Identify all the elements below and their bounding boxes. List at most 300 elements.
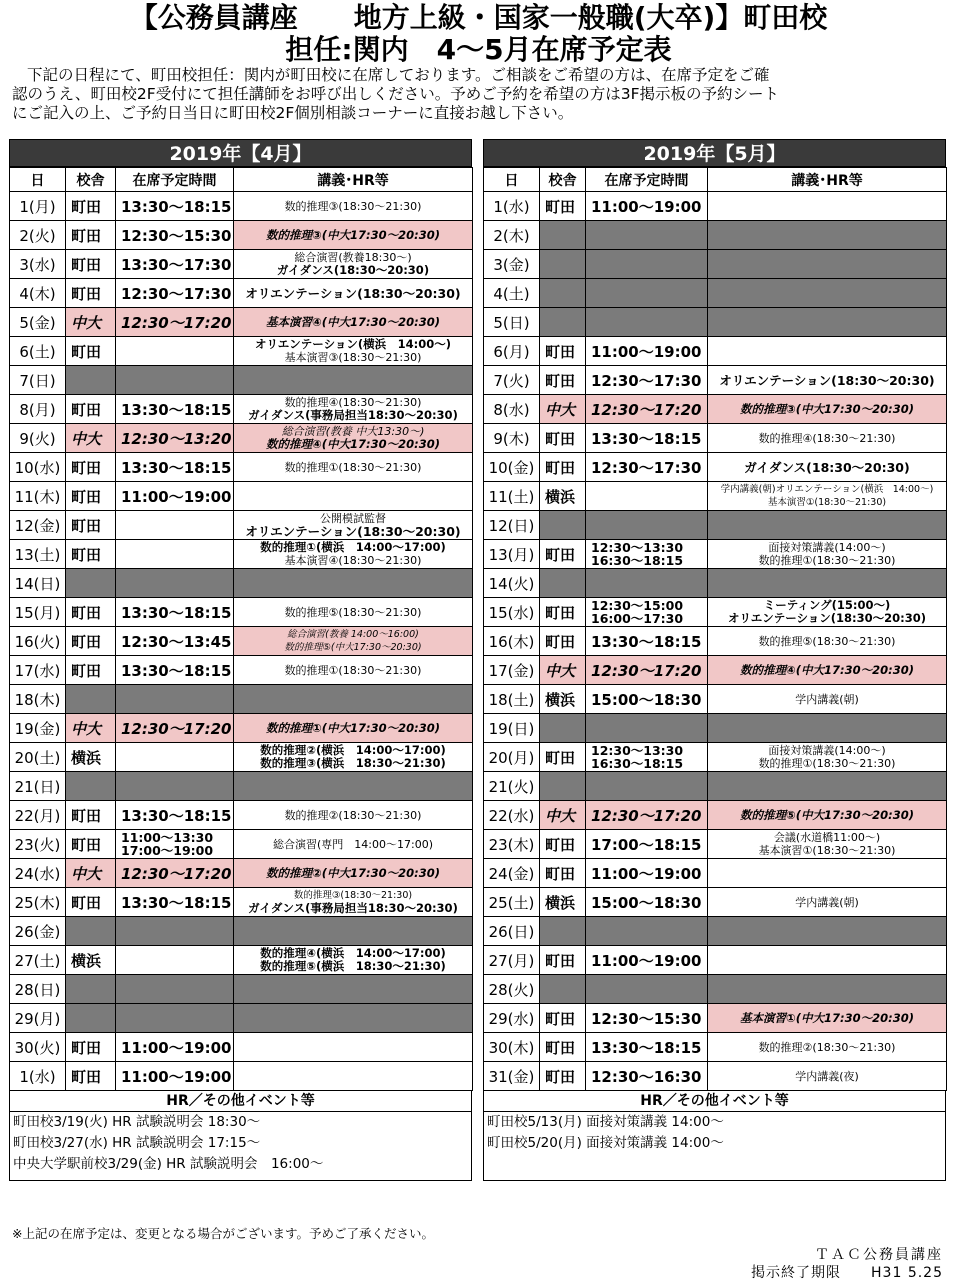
day-cell: 9(火) bbox=[10, 424, 66, 453]
lecture-line: 会議(水道橋11:00～) bbox=[773, 831, 881, 844]
lecture-line: 総合演習(教養 中大13:30～) bbox=[281, 425, 425, 438]
day-cell: 23(木) bbox=[484, 830, 540, 859]
schedule-row bbox=[10, 192, 473, 221]
campus-cell: 町田 bbox=[66, 627, 116, 656]
time-cell bbox=[116, 221, 234, 250]
lecture-line: 面接対策講義(14:00～) bbox=[768, 744, 886, 757]
day-cell: 18(木) bbox=[10, 685, 66, 714]
time-line: 12:30～13:45 bbox=[121, 632, 232, 651]
schedule-row bbox=[484, 801, 947, 830]
time-cell bbox=[116, 917, 234, 946]
lecture-cell bbox=[234, 453, 473, 482]
time-line: 11:00～19:00 bbox=[121, 1067, 232, 1086]
lecture-line: オリエンテーション(18:30～20:30) bbox=[245, 285, 461, 301]
time-cell bbox=[116, 598, 234, 627]
lecture-cell bbox=[234, 424, 473, 453]
day-cell: 21(日) bbox=[10, 772, 66, 801]
lecture-line: 学内講義(朝) bbox=[795, 895, 859, 909]
lecture-line: ガイダンス(18:30～20:30) bbox=[744, 459, 910, 475]
campus-cell bbox=[66, 975, 116, 1004]
day-cell: 29(水) bbox=[484, 1004, 540, 1033]
lecture-line: オリエンテーション(18:30～20:30) bbox=[245, 524, 461, 539]
lecture-cell bbox=[234, 888, 473, 917]
time-cell bbox=[116, 946, 234, 975]
time-cell bbox=[116, 395, 234, 424]
schedule-row bbox=[484, 714, 947, 743]
lecture-line: 面接対策講義(14:00～) bbox=[768, 541, 886, 554]
schedule-row bbox=[484, 627, 947, 656]
lecture-line: 数的推理②(横浜 14:00～17:00) bbox=[260, 743, 446, 757]
time-cell bbox=[116, 801, 234, 830]
time-line: 12:30～17:20 bbox=[591, 806, 702, 825]
april-month-header: 2019年【4月】 bbox=[9, 139, 472, 167]
schedule-row bbox=[484, 279, 947, 308]
lecture-cell bbox=[708, 656, 947, 685]
time-cell bbox=[116, 656, 234, 685]
schedule-row bbox=[10, 540, 473, 569]
day-cell: 22(月) bbox=[10, 801, 66, 830]
schedule-row bbox=[484, 250, 947, 279]
day-cell: 30(木) bbox=[484, 1033, 540, 1062]
schedule-row bbox=[10, 743, 473, 772]
col-header-day: 日 bbox=[484, 168, 540, 192]
lecture-line: 数的推理④(18:30～21:30) bbox=[284, 396, 422, 409]
campus-cell: 町田 bbox=[66, 250, 116, 279]
schedule-row bbox=[484, 598, 947, 627]
lecture-line: 学内講義(朝) bbox=[795, 692, 859, 706]
day-cell: 1(水) bbox=[10, 1062, 66, 1091]
time-cell bbox=[586, 1062, 708, 1091]
lecture-line: 基本演習①(18:30～21:30) bbox=[758, 844, 896, 857]
campus-cell bbox=[66, 917, 116, 946]
lecture-cell bbox=[708, 569, 947, 598]
time-line: 13:30～18:15 bbox=[591, 429, 702, 448]
lecture-cell bbox=[234, 511, 473, 540]
time-cell bbox=[586, 511, 708, 540]
campus-cell bbox=[66, 772, 116, 801]
campus-cell: 町田 bbox=[540, 540, 586, 569]
time-line: 17:00～19:00 bbox=[121, 843, 214, 858]
campus-cell: 町田 bbox=[66, 830, 116, 859]
campus-cell: 横浜 bbox=[66, 743, 116, 772]
schedule-row bbox=[10, 366, 473, 395]
schedule-row bbox=[10, 221, 473, 250]
campus-cell: 町田 bbox=[66, 511, 116, 540]
col-header-lecture: 講義･HR等 bbox=[234, 168, 473, 192]
schedule-row bbox=[10, 627, 473, 656]
time-cell bbox=[586, 366, 708, 395]
schedule-row bbox=[484, 540, 947, 569]
time-line: 11:00～19:00 bbox=[591, 864, 702, 883]
time-cell bbox=[586, 192, 708, 221]
lecture-cell bbox=[234, 1062, 473, 1091]
lecture-line: 総合演習(専門 14:00～17:00) bbox=[273, 837, 433, 851]
lecture-line: 数的推理①(横浜 14:00～17:00) bbox=[260, 540, 446, 554]
day-cell: 3(水) bbox=[10, 250, 66, 279]
campus-cell: 中大 bbox=[66, 714, 116, 743]
campus-cell: 町田 bbox=[540, 1062, 586, 1091]
campus-cell: 中大 bbox=[66, 424, 116, 453]
schedule-row bbox=[484, 453, 947, 482]
lecture-cell bbox=[234, 946, 473, 975]
lecture-cell bbox=[234, 859, 473, 888]
lecture-line: 公開模試監督 bbox=[320, 512, 386, 525]
schedule-row bbox=[484, 685, 947, 714]
schedule-row bbox=[10, 511, 473, 540]
time-cell bbox=[116, 192, 234, 221]
schedule-row bbox=[10, 888, 473, 917]
intro-line: 認のうえ、町田校2F受付にて担任講師をお呼び出しください。予めご予約を希望の方は3F掲示板の予約シート bbox=[12, 85, 779, 103]
campus-cell: 町田 bbox=[66, 888, 116, 917]
time-line: 11:00～19:00 bbox=[591, 342, 702, 361]
campus-cell bbox=[540, 917, 586, 946]
col-header-lecture: 講義･HR等 bbox=[708, 168, 947, 192]
campus-cell bbox=[540, 279, 586, 308]
day-cell: 28(火) bbox=[484, 975, 540, 1004]
col-header-time: 在席予定時間 bbox=[586, 168, 708, 192]
lecture-cell bbox=[708, 221, 947, 250]
schedule-row bbox=[484, 221, 947, 250]
time-line: 16:30～18:15 bbox=[591, 756, 684, 771]
campus-cell: 町田 bbox=[66, 453, 116, 482]
campus-cell: 町田 bbox=[66, 337, 116, 366]
lecture-cell bbox=[234, 221, 473, 250]
time-cell bbox=[116, 337, 234, 366]
lecture-cell bbox=[708, 540, 947, 569]
may-rows bbox=[484, 192, 947, 1091]
time-line: 12:30～17:20 bbox=[591, 400, 702, 419]
lecture-line: 数的推理①(18:30～21:30) bbox=[284, 460, 422, 474]
schedule-row bbox=[10, 453, 473, 482]
time-cell bbox=[586, 482, 708, 511]
time-cell bbox=[116, 569, 234, 598]
lecture-line: オリエンテーション(横浜 14:00～) bbox=[255, 337, 451, 351]
lecture-line: 基本演習④(18:30～21:30) bbox=[284, 554, 422, 567]
day-cell: 21(火) bbox=[484, 772, 540, 801]
time-cell bbox=[586, 801, 708, 830]
lecture-line: 数的推理①(中大17:30～20:30) bbox=[266, 720, 440, 735]
time-cell bbox=[116, 366, 234, 395]
campus-cell bbox=[540, 308, 586, 337]
event-item: 中央大学駅前校3/29(金) HR 試験説明会 16:00～ bbox=[13, 1156, 324, 1172]
lecture-cell bbox=[234, 1033, 473, 1062]
lecture-line: 基本演習①(18:30～21:30) bbox=[767, 497, 887, 508]
schedule-row bbox=[484, 424, 947, 453]
schedule-row bbox=[10, 685, 473, 714]
lecture-line: 数的推理⑤(18:30～21:30) bbox=[758, 634, 896, 648]
time-line: 12:30～13:20 bbox=[121, 429, 232, 448]
lecture-cell bbox=[708, 511, 947, 540]
day-cell: 10(水) bbox=[10, 453, 66, 482]
time-cell bbox=[116, 279, 234, 308]
time-cell bbox=[116, 424, 234, 453]
time-cell bbox=[116, 308, 234, 337]
lecture-cell bbox=[234, 569, 473, 598]
time-cell bbox=[586, 221, 708, 250]
lecture-line: 数的推理①(18:30～21:30) bbox=[758, 757, 896, 770]
day-cell: 7(日) bbox=[10, 366, 66, 395]
day-cell: 26(日) bbox=[484, 917, 540, 946]
lecture-cell bbox=[234, 627, 473, 656]
time-cell bbox=[116, 1062, 234, 1091]
event-item: 町田校3/19(火) HR 試験説明会 18:30～ bbox=[13, 1114, 261, 1130]
schedule-row bbox=[484, 337, 947, 366]
campus-cell: 横浜 bbox=[540, 482, 586, 511]
campus-cell: 町田 bbox=[66, 192, 116, 221]
time-line: 13:30～18:15 bbox=[121, 400, 232, 419]
campus-cell bbox=[540, 975, 586, 1004]
lecture-cell bbox=[234, 279, 473, 308]
lecture-cell bbox=[234, 714, 473, 743]
lecture-line: オリエンテーション(18:30～20:30) bbox=[727, 611, 927, 625]
schedule-row bbox=[10, 395, 473, 424]
day-cell: 8(水) bbox=[484, 395, 540, 424]
time-cell bbox=[586, 656, 708, 685]
day-cell: 20(月) bbox=[484, 743, 540, 772]
campus-cell bbox=[540, 569, 586, 598]
campus-cell: 町田 bbox=[66, 656, 116, 685]
lecture-line: 数的推理①(18:30～21:30) bbox=[284, 663, 422, 677]
lecture-cell bbox=[234, 192, 473, 221]
schedule-row bbox=[484, 308, 947, 337]
time-cell bbox=[116, 830, 234, 859]
col-header-campus: 校舎 bbox=[540, 168, 586, 192]
schedule-row bbox=[10, 1004, 473, 1033]
time-line: 12:30～15:30 bbox=[121, 226, 232, 245]
day-cell: 25(木) bbox=[10, 888, 66, 917]
day-cell: 11(木) bbox=[10, 482, 66, 511]
campus-cell: 横浜 bbox=[66, 946, 116, 975]
day-cell: 1(月) bbox=[10, 192, 66, 221]
time-line: 12:30～13:30 bbox=[591, 743, 684, 758]
lecture-line: ガイダンス(事務局担当18:30～20:30) bbox=[248, 408, 458, 422]
campus-cell: 町田 bbox=[66, 598, 116, 627]
campus-cell: 中大 bbox=[66, 308, 116, 337]
day-cell: 10(金) bbox=[484, 453, 540, 482]
lecture-cell bbox=[708, 598, 947, 627]
lecture-cell bbox=[234, 743, 473, 772]
day-cell: 6(月) bbox=[484, 337, 540, 366]
lecture-cell bbox=[708, 337, 947, 366]
campus-cell: 町田 bbox=[540, 1004, 586, 1033]
day-cell: 19(日) bbox=[484, 714, 540, 743]
campus-cell: 町田 bbox=[66, 1033, 116, 1062]
time-line: 12:30～13:30 bbox=[591, 540, 684, 555]
april-events-header: HR／その他イベント等 bbox=[10, 1091, 471, 1112]
may-month-header: 2019年【5月】 bbox=[483, 139, 946, 167]
day-cell: 14(日) bbox=[10, 569, 66, 598]
day-cell: 19(金) bbox=[10, 714, 66, 743]
may-events-box bbox=[483, 1091, 946, 1181]
lecture-line: 数的推理⑤(横浜 18:30～21:30) bbox=[260, 959, 446, 973]
day-cell: 24(水) bbox=[10, 859, 66, 888]
lecture-cell bbox=[708, 859, 947, 888]
day-cell: 29(月) bbox=[10, 1004, 66, 1033]
day-cell: 3(金) bbox=[484, 250, 540, 279]
campus-cell: 町田 bbox=[66, 482, 116, 511]
schedule-row bbox=[10, 482, 473, 511]
campus-cell bbox=[540, 772, 586, 801]
lecture-cell bbox=[708, 1004, 947, 1033]
time-cell bbox=[116, 482, 234, 511]
time-line: 13:30～18:15 bbox=[121, 893, 232, 912]
day-cell: 16(木) bbox=[484, 627, 540, 656]
campus-cell: 中大 bbox=[540, 801, 586, 830]
campus-cell bbox=[66, 685, 116, 714]
lecture-line: 数的推理③(18:30～21:30) bbox=[284, 199, 422, 213]
schedule-row bbox=[484, 482, 947, 511]
may-panel bbox=[483, 139, 946, 1181]
schedule-row bbox=[10, 917, 473, 946]
day-cell: 16(火) bbox=[10, 627, 66, 656]
lecture-cell bbox=[708, 453, 947, 482]
time-line: 12:30～15:30 bbox=[591, 1009, 702, 1028]
day-cell: 25(土) bbox=[484, 888, 540, 917]
schedule-row bbox=[10, 569, 473, 598]
time-cell bbox=[586, 830, 708, 859]
day-cell: 28(日) bbox=[10, 975, 66, 1004]
schedule-row bbox=[484, 569, 947, 598]
schedule-row bbox=[484, 975, 947, 1004]
time-line: 13:30～18:15 bbox=[121, 806, 232, 825]
may-schedule-table bbox=[483, 167, 947, 1091]
time-cell bbox=[586, 975, 708, 1004]
campus-cell: 町田 bbox=[66, 801, 116, 830]
lecture-cell bbox=[708, 279, 947, 308]
schedule-row bbox=[484, 192, 947, 221]
event-item: 町田校5/20(月) 面接対策講義 14:00～ bbox=[487, 1135, 724, 1151]
posting-deadline: 掲示終了期限 H31 5.25 bbox=[751, 1265, 943, 1281]
lecture-line: 数的推理⑤(18:30～21:30) bbox=[284, 605, 422, 619]
campus-cell: 町田 bbox=[540, 598, 586, 627]
lecture-cell bbox=[708, 424, 947, 453]
event-item: 町田校5/13(月) 面接対策講義 14:00～ bbox=[487, 1114, 724, 1130]
lecture-cell bbox=[234, 482, 473, 511]
campus-cell: 町田 bbox=[540, 192, 586, 221]
lecture-cell bbox=[234, 337, 473, 366]
lecture-cell bbox=[708, 366, 947, 395]
schedule-row bbox=[484, 859, 947, 888]
schedule-row bbox=[10, 801, 473, 830]
campus-cell: 横浜 bbox=[540, 685, 586, 714]
lecture-line: 学内講義(朝)オリエンテーション(横浜 14:00～) bbox=[720, 484, 934, 495]
lecture-cell bbox=[234, 395, 473, 424]
event-item: 町田校3/27(水) HR 試験説明会 17:15～ bbox=[13, 1135, 261, 1151]
day-cell: 12(日) bbox=[484, 511, 540, 540]
schedule-row bbox=[484, 772, 947, 801]
campus-cell: 町田 bbox=[66, 1062, 116, 1091]
time-line: 11:00～19:00 bbox=[121, 487, 232, 506]
time-line: 12:30～17:30 bbox=[591, 458, 702, 477]
time-cell bbox=[586, 888, 708, 917]
time-cell bbox=[586, 917, 708, 946]
schedule-row bbox=[10, 598, 473, 627]
time-cell bbox=[116, 1004, 234, 1033]
lecture-cell bbox=[708, 685, 947, 714]
time-line: 12:30～16:30 bbox=[591, 1067, 702, 1086]
day-cell: 17(金) bbox=[484, 656, 540, 685]
time-cell bbox=[586, 685, 708, 714]
lecture-line: 数的推理③(18:30～21:30) bbox=[293, 890, 413, 901]
footnote: ※上記の在席予定は、変更となる場合がございます。予めご了承ください。 bbox=[12, 1226, 434, 1241]
lecture-line: 数的推理②(18:30～21:30) bbox=[284, 808, 422, 822]
day-cell: 2(木) bbox=[484, 221, 540, 250]
time-line: 13:30～18:15 bbox=[121, 603, 232, 622]
time-cell bbox=[116, 888, 234, 917]
lecture-line: 数的推理③(中大17:30～20:30) bbox=[266, 227, 440, 242]
time-line: 17:00～18:15 bbox=[591, 835, 702, 854]
day-cell: 7(火) bbox=[484, 366, 540, 395]
lecture-line: 数的推理③(中大17:30～20:30) bbox=[740, 401, 914, 416]
campus-cell: 町田 bbox=[540, 743, 586, 772]
time-cell bbox=[586, 598, 708, 627]
lecture-line: 数的推理⑤(中大17:30～20:30) bbox=[284, 642, 422, 653]
april-schedule-table bbox=[9, 167, 473, 1091]
day-cell: 4(土) bbox=[484, 279, 540, 308]
schedule-row bbox=[10, 308, 473, 337]
time-cell bbox=[586, 627, 708, 656]
time-line: 12:30～17:20 bbox=[121, 719, 232, 738]
schedule-row bbox=[484, 917, 947, 946]
time-line: 12:30～17:30 bbox=[591, 371, 702, 390]
day-cell: 2(火) bbox=[10, 221, 66, 250]
lecture-line: 数的推理②(中大17:30～20:30) bbox=[266, 865, 440, 880]
april-panel bbox=[9, 139, 472, 1181]
campus-cell: 中大 bbox=[66, 859, 116, 888]
schedule-row bbox=[484, 830, 947, 859]
lecture-cell bbox=[708, 975, 947, 1004]
lecture-cell bbox=[708, 743, 947, 772]
time-cell bbox=[586, 250, 708, 279]
schedule-row bbox=[10, 250, 473, 279]
lecture-line: 総合演習(教養 14:00～16:00) bbox=[287, 629, 419, 640]
day-cell: 4(木) bbox=[10, 279, 66, 308]
lecture-line: 総合演習(教養18:30～) bbox=[294, 251, 412, 264]
document-title: 【公務員講座 地方上級・国家一般職(大卒)】町田校 bbox=[129, 1, 828, 34]
time-cell bbox=[586, 859, 708, 888]
campus-cell: 町田 bbox=[540, 946, 586, 975]
schedule-row bbox=[10, 1033, 473, 1062]
campus-cell: 町田 bbox=[66, 395, 116, 424]
intro-text bbox=[12, 66, 947, 123]
campus-cell: 町田 bbox=[66, 279, 116, 308]
campus-cell: 町田 bbox=[540, 337, 586, 366]
col-header-time: 在席予定時間 bbox=[116, 168, 234, 192]
lecture-cell bbox=[708, 772, 947, 801]
schedule-row bbox=[484, 1004, 947, 1033]
time-cell bbox=[586, 946, 708, 975]
schedule-row bbox=[10, 772, 473, 801]
day-cell: 14(火) bbox=[484, 569, 540, 598]
campus-cell: 町田 bbox=[66, 540, 116, 569]
schedule-row bbox=[10, 337, 473, 366]
time-line: 16:30～18:15 bbox=[591, 553, 684, 568]
lecture-line: 数的推理④(中大17:30～20:30) bbox=[740, 662, 914, 677]
campus-cell: 町田 bbox=[540, 424, 586, 453]
lecture-line: 数的推理⑤(中大17:30～20:30) bbox=[740, 807, 914, 822]
lecture-cell bbox=[708, 888, 947, 917]
day-cell: 15(水) bbox=[484, 598, 540, 627]
day-cell: 1(水) bbox=[484, 192, 540, 221]
col-header-campus: 校舎 bbox=[66, 168, 116, 192]
time-cell bbox=[116, 975, 234, 1004]
april-rows bbox=[10, 192, 473, 1091]
time-line: 13:30～18:15 bbox=[121, 458, 232, 477]
lecture-cell bbox=[234, 540, 473, 569]
schedule-row bbox=[10, 859, 473, 888]
time-line: 12:30～17:30 bbox=[121, 284, 232, 303]
schedule-row bbox=[484, 511, 947, 540]
